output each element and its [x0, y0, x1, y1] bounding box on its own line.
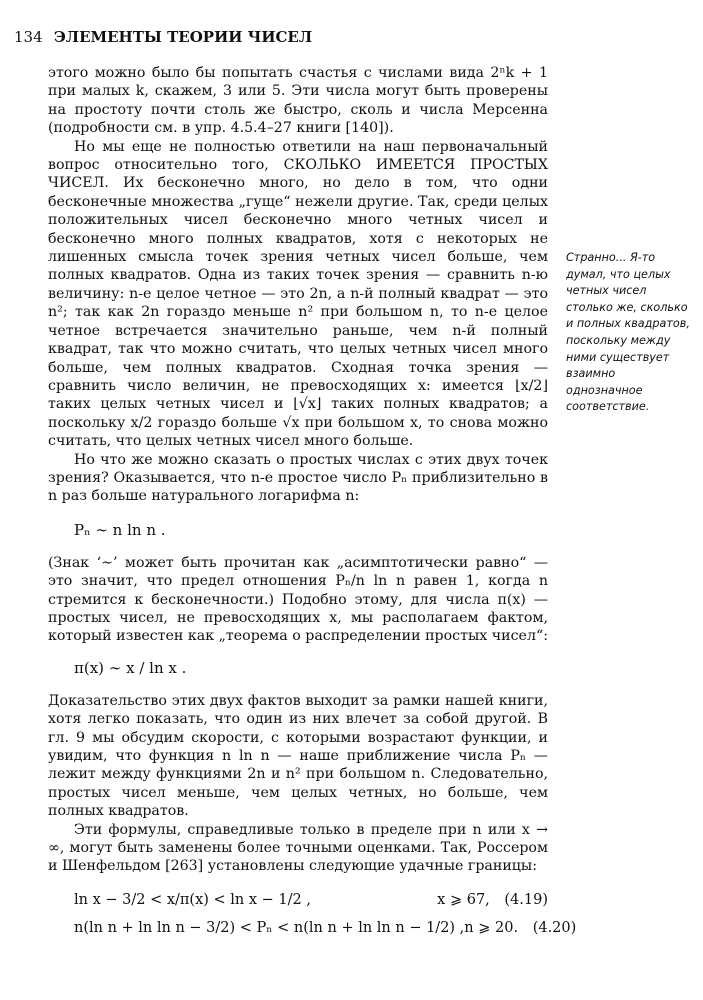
inequality-expression: ln x − 3/2 < x/π(x) < ln x − 1/2 ,	[74, 891, 311, 908]
inequality-expression: n(ln n + ln ln n − 3/2) < Pₙ < n(ln n + ln ln n − 1/2) ,	[74, 919, 465, 936]
paragraph: Но мы еще не полностью ответили на наш первоначальный вопрос относительно того, СКОЛЬКО ИМЕЕТСЯ ПРОСТЫХ ЧИСЕЛ. Их бесконечно много, но дело в том, что одни бесконечные множества „гуще“ нежели другие. Так, среди целых положительных чисел бесконечно много четных чисел и бесконечно много полных квадратов, хотя с некоторых не лишенных смысла точек зрения четных чисел больше, чем полных квадратов. Одна из таких точек зрения — сравнить n-ю величину: n-е целое четное — это 2n, а n-й полный квадрат — это n²; так как 2n гораздо меньше n² при большом n, то n-е целое четное встречается значительно раньше, чем n-й полный квадрат, так что можно считать, что целых четных чисел много больше, чем полных квадратов. Сходная точка зрения — сравнить число величин, не превосходящих x: имеется ⌊x/2⌋ таких целых четных чисел и ⌊√x⌋ таких полных квадратов; а поскольку x/2 гораздо больше √x при большом x, то снова можно считать, что целых четных чисел много больше.	[48, 138, 548, 450]
running-header	[14, 28, 312, 46]
paragraph: (Знак ‘∼’ может быть прочитан как „асимптотически равно“ — это значит, что предел отношения Pₙ/n ln n равен 1, когда n стремится к бесконечности.) Подобно этому, для числа π(x) — простых чисел, не превосходящих x, мы располагаем фактом, который известен как „теорема о распределении простых чисел“:	[48, 554, 548, 645]
equation-number: (4.19)	[504, 891, 548, 908]
formula-pn: Pₙ ∼ n ln n .	[74, 520, 166, 539]
inequality-condition: n ⩾ 20.	[464, 919, 519, 936]
page-number: 134	[14, 28, 43, 46]
paragraph: Доказательство этих двух фактов выходит за рамки нашей книги, хотя легко показать, что один из них влечет за собой другой. В гл. 9 мы обсудим скорости, с которыми возрастают функции, и увидим, что функция n ln n — наше приближение числа Pₙ — лежит между функциями 2n и n² при большом n. Следовательно, простых чисел меньше, чем целых четных, но больше, чем полных квадратов.	[48, 692, 548, 820]
chapter-title: ЭЛЕМЕНТЫ ТЕОРИИ ЧИСЕЛ	[53, 28, 313, 46]
formula-pi: π(x) ∼ x / ln x .	[74, 658, 187, 677]
margin-note: Странно... Я-то думал, что целых четных чисел столько же, сколько и полных квадратов, поскольку между ними существует взаимно однозначное соответствие.	[566, 251, 690, 414]
paragraph: Но что же можно сказать о простых числах с этих двух точек зрения? Оказывается, что n-е простое число Pₙ приблизительно в n раз больше натурального логарифма n:	[48, 451, 548, 505]
inequality-4-19	[74, 886, 548, 914]
main-text	[48, 64, 577, 942]
paragraph: этого можно было бы попытать счастья с числами вида 2ⁿk + 1 при малых k, скажем, 3 или 5. Эти числа могут быть проверены на простоту почти столь же быстро, сколь и числа Мерсенна (подробности см. в упр. 4.5.4–27 книги [140]).	[48, 65, 548, 137]
paragraph: Эти формулы, справедливые только в пределе при n или x → ∞, могут быть заменены более точными оценками. Так, Россером и Шенфельдом [263] установлены следующие удачные границы:	[48, 821, 548, 875]
equation-number: (4.20)	[532, 919, 577, 936]
inequality-condition: x ⩾ 67,	[437, 891, 490, 908]
inequality-4-20	[74, 914, 577, 942]
